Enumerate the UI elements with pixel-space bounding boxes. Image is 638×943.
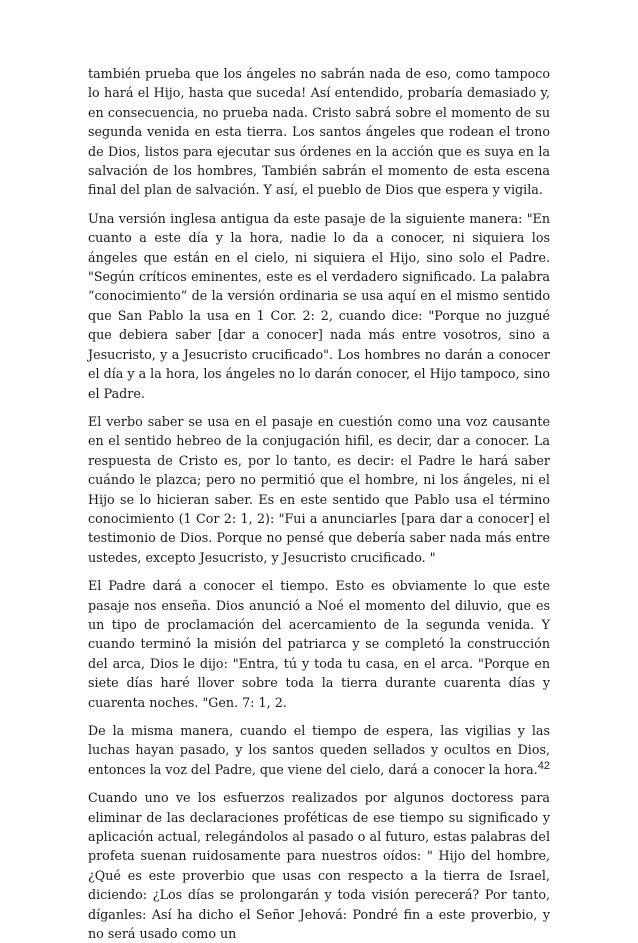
paragraph-3: El verbo saber se usa en el pasaje en cuestión como una voz causante en el sentido hebreo de la conjugación hifil, es decir, dar a conocer. La respuesta de Cristo es, por lo tanto, es decir: el Padre le hará saber cuándo le plazca; pero no permitió que el hombre, ni los ángeles, ni el Hijo se lo hicieran saber. Es en este sentido que Pablo usa el término conocimiento (1 Cor 2: 1, 2): "Fui a anunciarles [para dar a conocer] el testimonio de Dios. Porque no pensé que debería saber nada más entre ustedes, excepto Jesucristo, y Jesucristo crucificado. " bbox=[88, 413, 550, 565]
paragraph-4: El Padre dará a conocer el tiempo. Esto es obviamente lo que este pasaje nos enseña. Dios anunció a Noé el momento del diluvio, que es un tipo de proclamación del acercamiento de la segunda venida. Y cuando terminó la misión del patriarca y se completó la construcción del arca, Dios le dijo: "Entra, tú y toda tu casa, en el arca. "Porque en siete días haré llover sobre toda la tierra durante cuarenta días y cuarenta noches. "Gen. 7: 1, 2. bbox=[88, 578, 550, 710]
paragraph-6: Cuando uno ve los esfuerzos realizados por algunos doctoress para eliminar de las declaraciones proféticas de ese tiempo su significado y aplicación actual, relegándolos al pasado o al futuro, estas palabras del profeta suenan ruidosamente para nuestros oídos: " Hijo del hombre, ¿Qué es este proverbio que usas con respecto a la tierra de Israel, diciendo: ¿Los días se prolongarán y toda visión perecerá? Por tanto, díganles: Así ha dicho el Señor Jehová: Pondré fin a este proverbio, y no será usado como un bbox=[88, 790, 550, 942]
paragraph-2: Una versión inglesa antigua da este pasaje de la siguiente manera: "En cuanto a este día y la hora, nadie lo da a conocer, ni siquiera los ángeles que están en el cielo, ni siquiera el Hijo, sino solo el Padre. "Según críticos eminentes, este es el verdadero significado. La palabra “conocimiento” de la versión ordinaria se usa aquí en el mismo sentido que San Pablo la usa en 1 Cor. 2: 2, cuando dice: "Porque no juzgué que debiera saber [dar a conocer] nada más entre vosotros, sino a Jesucristo, y a Jesucristo crucificado". Los hombres no darán a conocer el día y a la hora, los ángeles no lo darán conocer, el Hijo tampoco, sino el Padre. bbox=[88, 210, 551, 401]
page-number: 42 bbox=[537, 760, 550, 772]
paragraph-5: De la misma manera, cuando el tiempo de espera, las vigilias y las luchas hayan pasado, y los santos queden sellados y ocultos en Dios, entonces la voz del Padre, que viene del cielo, dará a conocer la hora. bbox=[88, 723, 550, 777]
paragraph-1: también prueba que los ángeles no sabrán nada de eso, como tampoco lo hará el Hijo, hasta que suceda! Así entendido, probaría demasiado y, en consecuencia, no prueba nada. Cristo sabrá sobre el momento de su segunda venida en esta tierra. Los santos ángeles que rodean el trono de Dios, listos para ejecutar sus órdenes en la acción que es suya en la salvación de los hombres, También sabrán el momento de esta escena final del plan de salvación. Y así, el pueblo de Dios que espera y vigila. bbox=[88, 66, 550, 198]
